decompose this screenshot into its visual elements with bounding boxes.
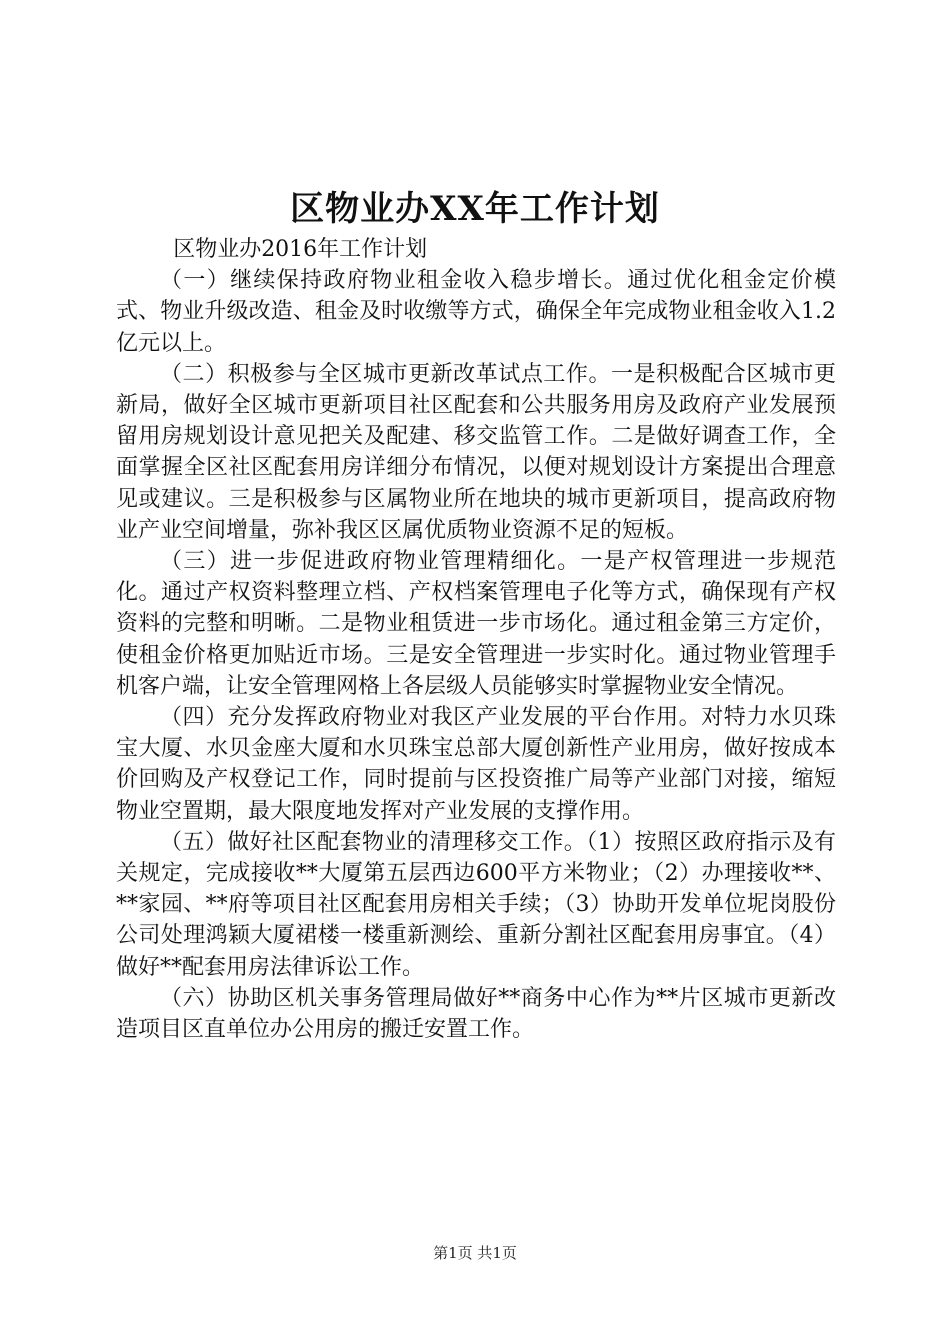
paragraph-6: （六）协助区机关事务管理局做好**商务中心作为**片区城市更新改造项目区直单位办公用房的搬迁安置工作。 bbox=[116, 985, 836, 1043]
paragraph-3: （三）进一步促进政府物业管理精细化。一是产权管理进一步规范化。通过产权资料整理立档、产权档案管理电子化等方式，确保现有产权资料的完整和明晰。二是物业租赁进一步市场化。通过租金第三方定价，使租金价格更加贴近市场。三是安全管理进一步实时化。通过物业管理手机客户端，让安全管理网格上各层级人员能够实时掌握物业安全情况。 bbox=[116, 549, 836, 699]
document-subtitle: 区物业办2016年工作计划 bbox=[173, 237, 428, 262]
paragraph-5: （五）做好社区配套物业的清理移交工作。（1）按照区政府指示及有关规定，完成接收**大厦第五层西边600平方米物业；（2）办理接收**、**家园、**府等项目社区配套用房相关手续；（3）协助开发单位坭岗股份公司处理鸿颖大厦裙楼一楼重新测绘、重新分割社区配套用房事宜。（4）做好**配套用房法律诉讼工作。 bbox=[116, 829, 836, 980]
document-body bbox=[116, 234, 836, 1045]
paragraph-1: （一）继续保持政府物业租金收入稳步增长。通过优化租金定价模式、物业升级改造、租金及时收缴等方式，确保全年完成物业租金收入1.2亿元以上。 bbox=[116, 268, 836, 356]
page-footer: 第1页 共1页 bbox=[433, 1244, 517, 1262]
document-title: 区物业办XX年工作计划 bbox=[290, 189, 660, 229]
paragraph-4: （四）充分发挥政府物业对我区产业发展的平台作用。对特力水贝珠宝大厦、水贝金座大厦和水贝珠宝总部大厦创新性产业用房，做好按成本价回购及产权登记工作，同时提前与区投资推广局等产业部门对接，缩短物业空置期，最大限度地发挥对产业发展的支撑作用。 bbox=[116, 705, 836, 824]
paragraph-2: （二）积极参与全区城市更新改革试点工作。一是积极配合区城市更新局，做好全区城市更新项目社区配套和公共服务用房及政府产业发展预留用房规划设计意见把关及配建、移交监管工作。二是做好调查工作，全面掌握全区社区配套用房详细分布情况，以便对规划设计方案提出合理意见或建议。三是积极参与区属物业所在地块的城市更新项目，提高政府物业产业空间增量，弥补我区区属优质物业资源不足的短板。 bbox=[116, 361, 836, 543]
